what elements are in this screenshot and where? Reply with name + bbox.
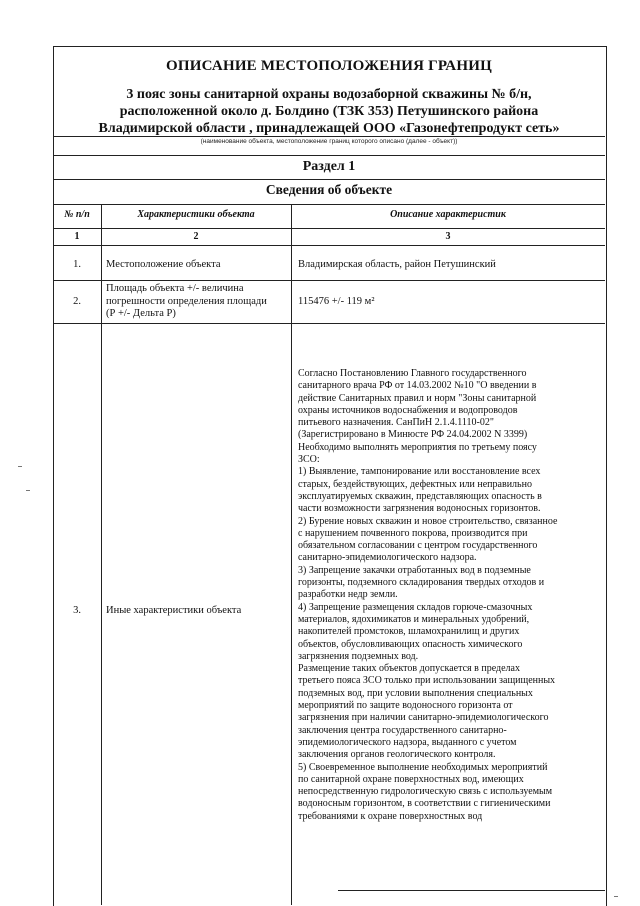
description-line: мероприятий по защите водоносного горизонта от	[298, 700, 513, 712]
description-line: 1) Выявление, тампонирование или восстановление всех	[298, 466, 541, 478]
row-description: Владимирская область, район Петушинский	[298, 259, 496, 270]
margin-mark	[18, 466, 22, 467]
description-line: объектов, обусловливающих опасность химического	[298, 638, 523, 650]
description-line: Размещение таких объектов допускается в пределах	[298, 663, 520, 675]
subtitle-line: Владимирской области , принадлежащей ООО «Газонефтепродукт сеть»	[98, 121, 560, 136]
description-line: эксплуатируемых скважин, представляющих опасность в	[298, 490, 542, 502]
object-caption: (наименование объекта, местоположение границ которого описано (далее - объект))	[200, 138, 458, 145]
description-line: по санитарной охране поверхностных вод, имеющих	[298, 773, 524, 785]
description-line: части возможности загрязнения водоносных горизонтов.	[298, 503, 541, 515]
header-number: № п/п	[64, 209, 90, 220]
description-line: разработки недр земли.	[298, 589, 398, 601]
characteristic-line: Площадь объекта +/- величина	[106, 283, 244, 294]
description-line: 5) Своевременное выполнение необходимых мероприятий	[298, 761, 548, 773]
description-line: водоносным горизонтом, в соответствии с гигиеническими	[298, 798, 551, 810]
description-line: 4) Запрещение размещения складов горюче-смазочных	[298, 601, 533, 613]
description-line: 2) Бурение новых скважин и новое строительство, связанное	[298, 515, 558, 527]
row-characteristic: Местоположение объекта	[106, 259, 221, 270]
row-divider	[53, 280, 605, 281]
row-divider	[53, 245, 605, 246]
margin-mark	[26, 490, 30, 491]
row-number: 1.	[73, 259, 81, 270]
row-divider	[53, 228, 605, 229]
caption-rule	[53, 136, 605, 137]
column-number: 3	[445, 231, 451, 242]
description-line: (Зарегистрировано в Минюсте РФ 24.04.2002 N 3399)	[298, 429, 528, 441]
description-line: санитарно-эпидемиологического надзора.	[298, 552, 477, 564]
description-line: действие Санитарных правил и норм "Зоны санитарной	[298, 392, 537, 404]
column-divider	[101, 204, 102, 905]
description-line: третьего пояса ЗСО только при использовании защищенных	[298, 675, 556, 687]
description-line: старых, бездействующих, дефектных или неправильно	[298, 478, 532, 490]
description-line: обязательном согласовании с центром государственного	[298, 540, 538, 552]
divider	[53, 155, 605, 156]
description-line: загрязнения при наличии санитарно-эпидемиологического	[298, 712, 549, 724]
row-description: 115476 +/- 119 м²	[298, 296, 375, 307]
description-line: заключения центра государственного санитарно-	[298, 724, 507, 736]
description-line: питьевого назначения. СанПиН 2.1.4.1110-02"	[298, 417, 494, 429]
bottom-rule	[338, 890, 605, 891]
description-line: непосредственную гидрологическую связь с используемым	[298, 786, 553, 798]
row-characteristic: Иные характеристики объекта	[106, 605, 242, 616]
description-line: 3) Запрещение закачки отработанных вод в подземные	[298, 564, 531, 576]
row-characteristic	[106, 283, 288, 321]
description-line: подземных вод, при условии выполнения специальных	[298, 687, 533, 699]
subtitle-line: расположенной около д. Болдино (ТЗК 353) Петушинского района	[119, 104, 539, 119]
subtitle-line: 3 пояс зоны санитарной охраны водозаборной скважины № б/н,	[126, 87, 532, 102]
header-description: Описание характеристик	[390, 209, 506, 220]
description-line: Согласно Постановлению Главного государственного	[298, 368, 527, 379]
characteristic-line: погрешности определения площади	[106, 295, 267, 307]
row-number: 3.	[73, 605, 81, 616]
column-divider	[291, 204, 292, 905]
description-line: заключения органов геологического контроля.	[298, 749, 496, 761]
divider	[53, 179, 605, 180]
column-number: 2	[193, 231, 199, 242]
description-line: санитарного врача РФ от 14.03.2002 №10 "О введении в	[298, 380, 537, 392]
description-line: эпидемиологического надзора, выданного с учетом	[298, 736, 517, 748]
divider	[53, 204, 605, 205]
row-number: 2.	[73, 296, 81, 307]
description-line: накопителей промстоков, шламохранилищ и других	[298, 626, 520, 638]
column-number: 1	[74, 231, 80, 242]
section-title: Раздел 1	[302, 159, 356, 174]
description-line: горизонты, подземного складирования твердых отходов и	[298, 577, 545, 589]
row-divider	[53, 323, 605, 324]
description-line: с нарушением почвенного покрова, производится при	[298, 527, 528, 539]
section-subtitle: Сведения об объекте	[265, 182, 393, 197]
header-characteristic: Характеристики объекта	[137, 209, 255, 220]
description-line: материалов, ядохимикатов и минеральных удобрений,	[298, 613, 530, 625]
row-description	[298, 368, 603, 823]
description-line: охраны источников водоснабжения и водопроводов	[298, 404, 518, 416]
document-subtitle	[60, 86, 598, 137]
description-line: загрязнения подземных вод.	[298, 650, 419, 662]
characteristic-line: (Р +/- Дельта Р)	[106, 308, 176, 319]
description-line: ЗСО:	[298, 454, 320, 466]
document-title: ОПИСАНИЕ МЕСТОПОЛОЖЕНИЯ ГРАНИЦ	[166, 58, 492, 74]
description-line: требованиями к охране поверхностных вод	[298, 810, 483, 822]
description-line: Необходимо выполнять мероприятия по третьему поясу	[298, 441, 537, 453]
margin-mark	[614, 896, 618, 897]
